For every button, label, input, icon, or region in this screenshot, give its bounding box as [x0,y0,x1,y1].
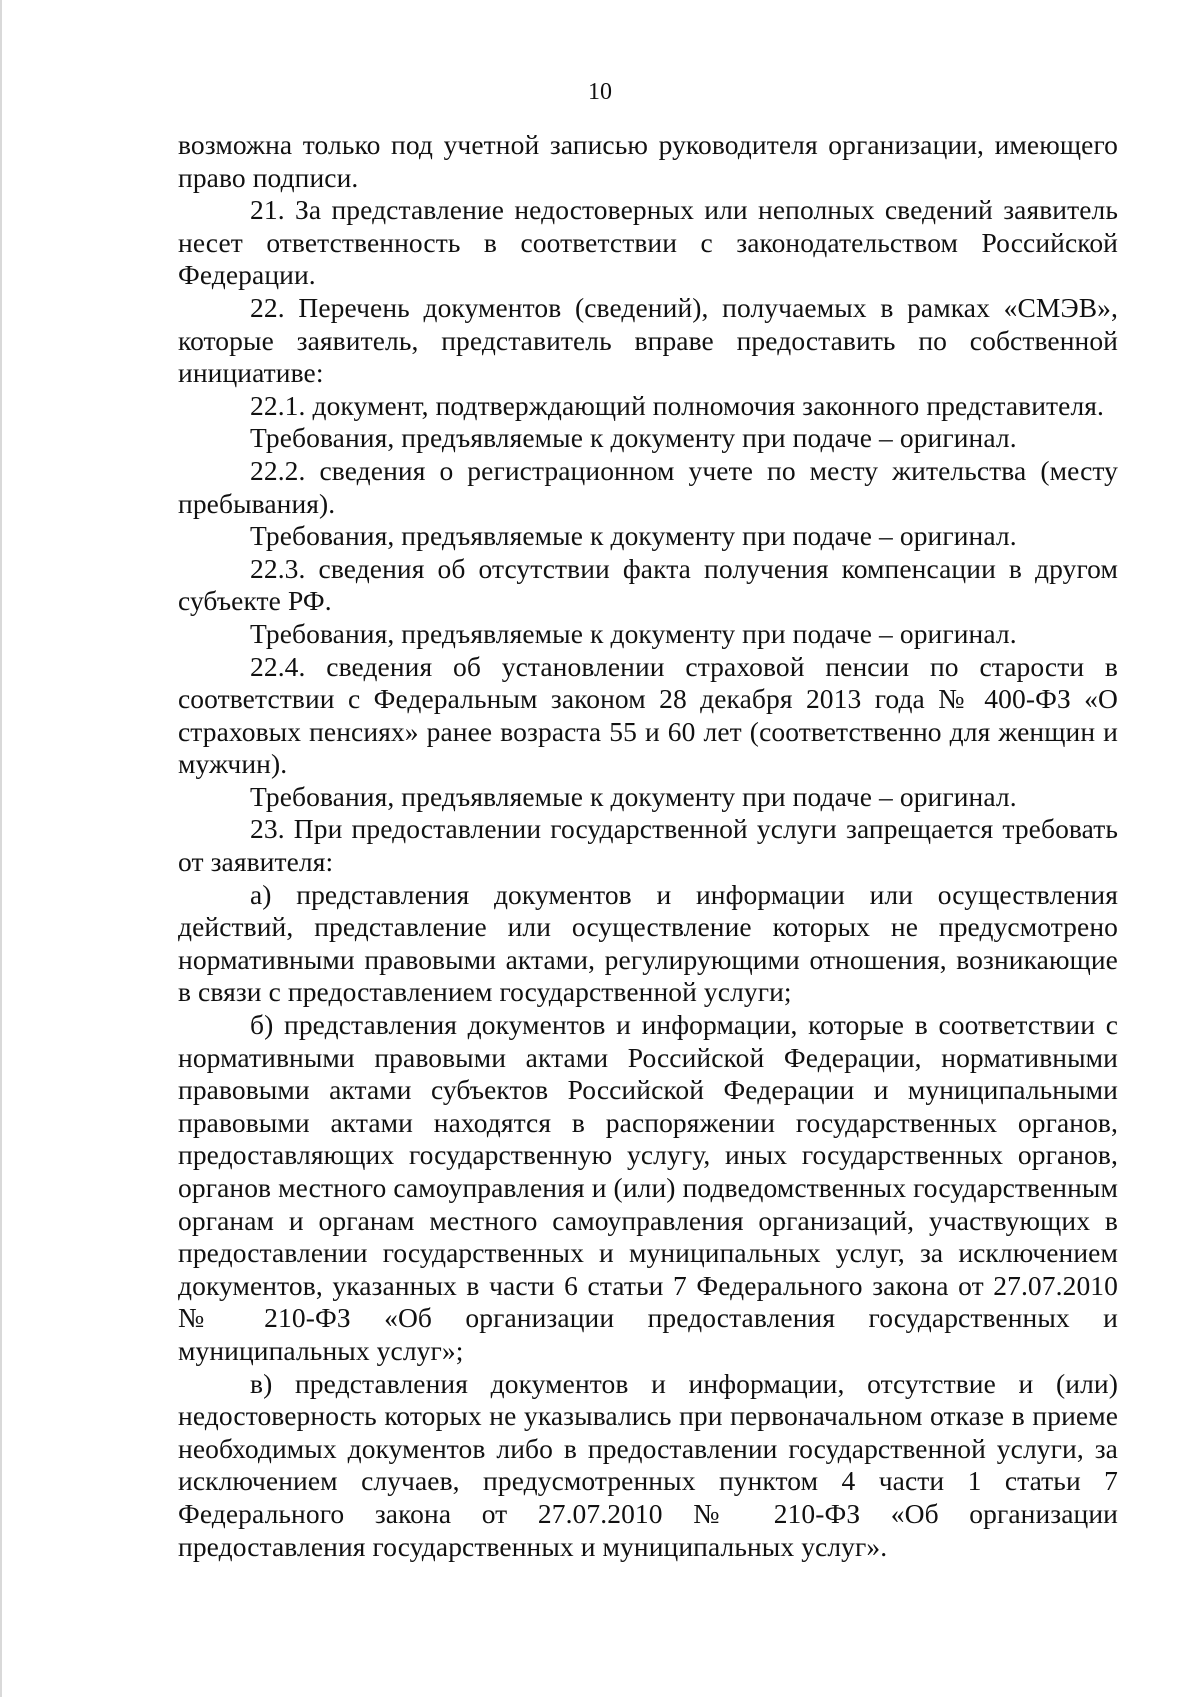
paragraph-22-4: 22.4. сведения об установлении страховой пенсии по старости в соответствии с Федеральным законом 28 декабря 2013 года № 400-ФЗ «О страховых пенсиях» ранее возраста 55 и 60 лет (соответственно для женщин и мужчин). [178,650,1118,780]
scan-edge [0,0,2,1697]
paragraph-23-b: б) представления документов и информации, которые в соответствии с нормативными правовыми актами Российской Федерации, нормативными правовыми актами субъектов Российской Федерации и муниципальными правовыми актами находятся в распоряжении государственных органов, предоставляющих государственную услугу, иных государственных органов, органов местного самоуправления и (или) подведомственных государственным органам и органам местного самоуправления организаций, участвующих в предоставлении государственных и муниципальных услуг, за исключением документов, указанных в части 6 статьи 7 Федерального закона от 27.07.2010 № 210-ФЗ «Об организации предоставления государственных и муниципальных услуг»; [178,1009,1118,1366]
paragraph-23: 23. При предоставлении государственной услуги запрещается требовать от заявителя: [178,813,1118,878]
paragraph-22-3: 22.3. сведения об отсутствии факта получения компенсации в другом субъекте РФ. [178,552,1118,617]
requirement-22-1: Требования, предъявляемые к документу при подаче – оригинал. [250,422,1017,454]
paragraph-21: 21. За представление недостоверных или неполных сведений заявитель несет ответственность в соответствии с законодательством Российской Федерации. [178,194,1118,291]
paragraph-22-2: 22.2. сведения о регистрационном учете по месту жительства (месту пребывания). [178,454,1118,519]
paragraph-continuation: возможна только под учетной записью руководителя организации, имеющего право подписи. [178,129,1118,193]
requirement-22-4: Требования, предъявляемые к документу при подаче – оригинал. [250,780,1017,812]
page-number: 10 [588,79,612,105]
paragraph-22-1: 22.1. документ, подтверждающий полномочия законного представителя. [250,389,1104,421]
requirement-22-2: Требования, предъявляемые к документу при подаче – оригинал. [250,520,1017,552]
paragraph-23-a: а) представления документов и информации или осуществления действий, представление или осуществление которых не предусмотрено нормативными правовыми актами, регулирующими отношения, возникающие в связи с предоставлением государственной услуги; [178,878,1118,1008]
document-body [178,129,1118,1563]
requirement-22-3: Требования, предъявляемые к документу при подаче – оригинал. [250,617,1017,649]
paragraph-22: 22. Перечень документов (сведений), получаемых в рамках «СМЭВ», которые заявитель, представитель вправе предоставить по собственной инициативе: [178,291,1118,389]
paragraph-23-v: в) представления документов и информации, отсутствие и (или) недостоверность которых не указывались при первоначальном отказе в приеме необходимых документов либо в предоставлении государственной услуги, за исключением случаев, предусмотренных пунктом 4 части 1 статьи 7 Федерального закона от 27.07.2010 № 210-ФЗ «Об организации предоставления государственных и муниципальных услуг». [178,1367,1118,1562]
